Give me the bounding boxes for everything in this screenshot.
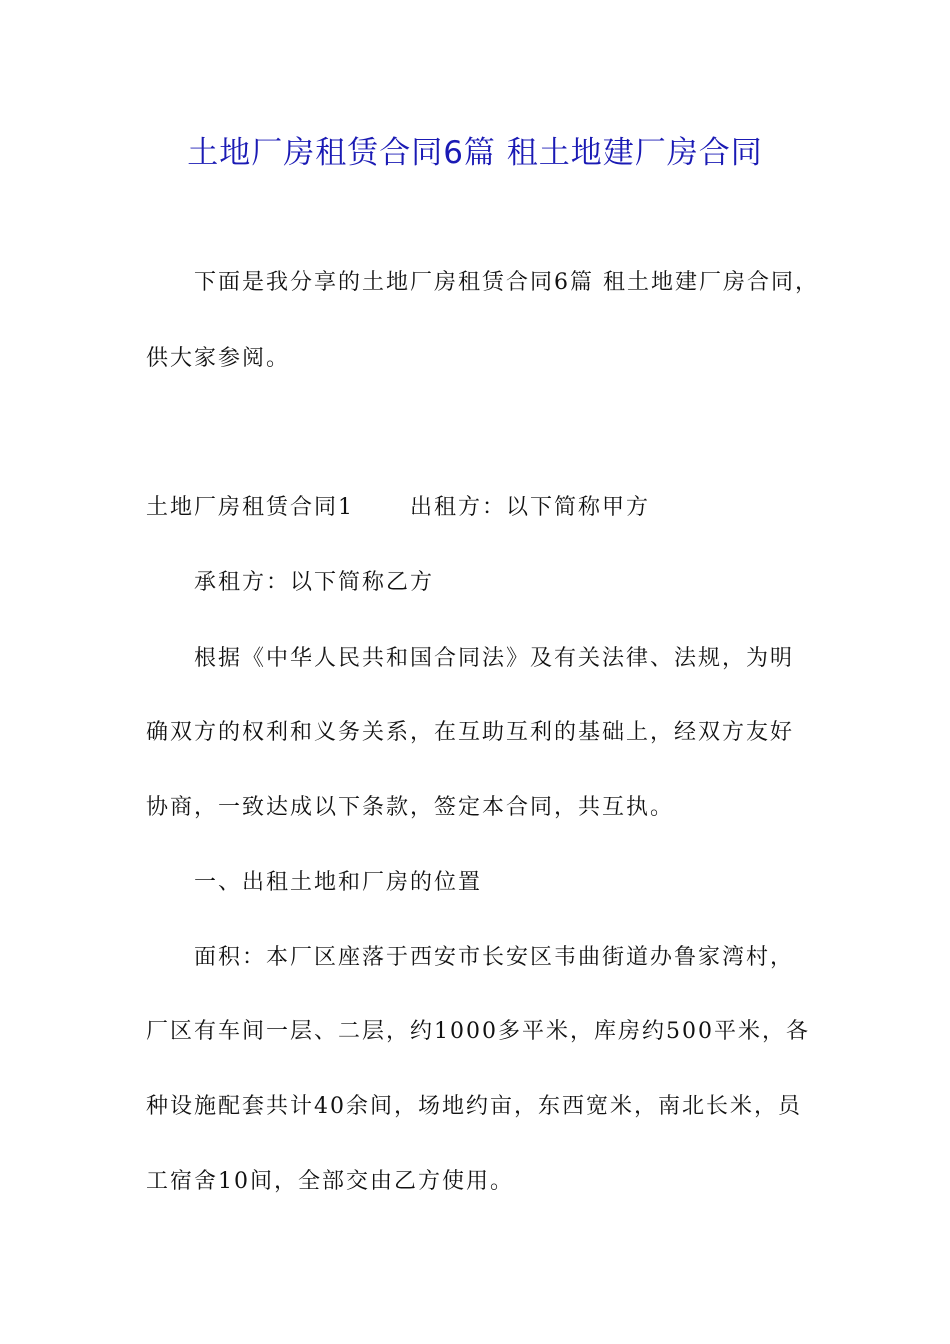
paragraph-line: 下面是我分享的土地厂房租赁合同6篇 租土地建厂房合同，: [194, 270, 819, 295]
paragraph-line: 一、出租土地和厂房的位置: [194, 870, 483, 895]
paragraph-line: 供大家参阅。: [146, 346, 291, 371]
paragraph-line: 面积：本厂区座落于西安市长安区韦曲街道办鲁家湾村，: [194, 945, 795, 970]
lessor-clause: 出租方：以下简称甲方: [410, 495, 651, 520]
paragraph-line: 工宿舍10间，全部交由乙方使用。: [146, 1169, 514, 1194]
paragraph-line: 确双方的权利和义务关系，在互助互利的基础上，经双方友好: [146, 720, 795, 745]
section-heading-line: [146, 489, 826, 527]
paragraph-line: 厂区有车间一层、二层，约1000多平米，库房约500平米，各: [146, 1019, 810, 1044]
document-title: 土地厂房租赁合同6篇 租土地建厂房合同: [187, 135, 763, 171]
paragraph-line: 协商，一致达成以下条款，签定本合同，共互执。: [146, 795, 675, 820]
paragraph-line: 承租方：以下简称乙方: [194, 570, 435, 595]
paragraph-line: 根据《中华人民共和国合同法》及有关法律、法规，为明: [194, 646, 795, 671]
paragraph-line: 种设施配套共计40余间，场地约亩，东西宽米，南北长米，员: [146, 1094, 802, 1119]
section-title: 土地厂房租赁合同1: [146, 495, 354, 520]
